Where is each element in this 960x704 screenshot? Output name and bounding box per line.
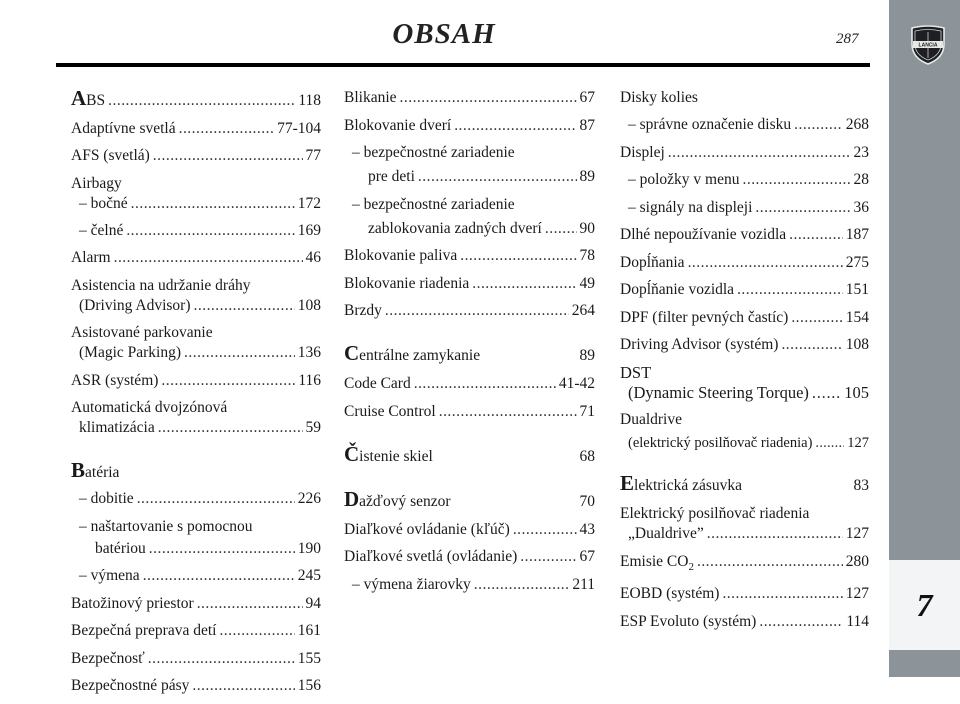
entry-page: 90 [579, 219, 595, 237]
entry-label: klimatizácia [79, 419, 155, 436]
entry-page: 78 [579, 247, 595, 264]
index-entry [344, 402, 595, 422]
entry-page: 108 [297, 296, 321, 314]
entry-label: Dopĺňania [620, 253, 685, 271]
index-entry: Disky kolies [620, 89, 698, 106]
entry-page: 68 [579, 447, 595, 465]
letter-initial: C [344, 341, 360, 365]
index-column-3 [620, 88, 869, 639]
entry-page: 151 [845, 281, 869, 298]
entry-page: 187 [845, 226, 869, 243]
entry-label: ASR (systém) [71, 371, 159, 389]
entry-page: 41-42 [558, 375, 595, 392]
entry-label: Dopĺňanie vozidla [620, 281, 735, 298]
entry-page: 114 [846, 612, 869, 630]
entry-label: – dobitie [79, 490, 134, 507]
entry-page: 71 [579, 402, 595, 420]
entry-page: 67 [579, 548, 595, 565]
entry-page: 245 [297, 567, 321, 584]
letter-heading [344, 486, 595, 512]
entry-label: Blikanie [344, 89, 397, 106]
index-entry [344, 167, 595, 187]
entry-label: – výmena [79, 567, 140, 584]
letter-initial: E [620, 471, 635, 495]
lancia-logo-icon [906, 22, 950, 66]
letter-heading [71, 460, 321, 483]
entry-label: Bezpečnosť [71, 649, 145, 667]
entry-page: 67 [579, 89, 595, 106]
index-entry [344, 88, 595, 108]
entry-subscript: 2 [688, 560, 694, 573]
entry-label: BS [86, 92, 106, 109]
entry-label: atéria [85, 464, 120, 481]
entry-label: „Dualdrive” [628, 525, 704, 542]
entry-page: 155 [297, 649, 321, 667]
index-entry [620, 225, 869, 245]
entry-page: 94 [305, 594, 321, 612]
entry-label: – signály na displeji [628, 198, 753, 216]
entry-page: 70 [579, 492, 595, 510]
index-entry [620, 143, 869, 163]
entry-label: ažďový senzor [359, 492, 451, 510]
entry-label: entrálne zamykanie [359, 347, 481, 364]
entry-label: Bezpečnostné pásy [71, 677, 190, 694]
page-title: OBSAH [392, 18, 496, 50]
index-entry [71, 539, 321, 559]
index-entry [71, 248, 321, 268]
index-entry [620, 433, 869, 453]
chapter-sidebar [889, 0, 960, 677]
index-entry [620, 115, 869, 135]
entry-label: – čelné [79, 221, 124, 239]
entry-label: – položky v menu [628, 171, 740, 188]
entry-page: 46 [305, 249, 321, 266]
index-entry: Dualdrive [620, 411, 682, 428]
letter-initial: B [71, 458, 86, 482]
entry-page: 264 [571, 302, 595, 319]
entry-page: 172 [297, 194, 321, 212]
index-entry [344, 301, 595, 321]
entry-page: 89 [579, 347, 595, 364]
entry-label: AFS (svetlá) [71, 147, 150, 164]
entry-page: 116 [298, 371, 321, 389]
index-entry [620, 198, 869, 218]
entry-label: pre deti [368, 168, 415, 185]
entry-label: zablokovania zadných dverí [368, 219, 542, 237]
index-entry [620, 253, 869, 273]
chapter-tab [889, 560, 960, 650]
entry-page: 36 [853, 198, 869, 216]
entry-page: 190 [297, 539, 321, 557]
index-entry [344, 116, 595, 136]
entry-page: 87 [579, 116, 595, 134]
index-entry: Automatická dvojzónová [71, 399, 228, 416]
entry-page: 127 [845, 585, 869, 603]
entry-label: Cruise Control [344, 402, 436, 420]
letter-initial: D [344, 486, 360, 511]
entry-label: (Driving Advisor) [79, 296, 191, 314]
logo-text: LANCIA [918, 42, 938, 49]
index-entry [71, 371, 321, 391]
index-entry: – bezpečnostné zariadenie [352, 144, 515, 161]
entry-page: 118 [298, 92, 321, 109]
index-entry [71, 296, 321, 316]
entry-label: (elektrický posilňovač riadenia) [628, 435, 813, 451]
entry-page: 127 [847, 435, 869, 451]
entry-page: 59 [305, 419, 321, 436]
entry-label: Emisie CO [620, 552, 689, 570]
entry-page: 105 [844, 382, 869, 402]
entry-page: 275 [845, 253, 869, 271]
entry-page: 23 [853, 143, 869, 161]
index-entry [71, 119, 321, 139]
chapter-number: 7 [916, 586, 933, 623]
letter-heading [344, 343, 595, 366]
index-entry [620, 584, 869, 604]
index-entry [71, 676, 321, 696]
index-entry: Asistencia na udržanie dráhy [71, 276, 251, 294]
entry-page: 83 [853, 477, 869, 494]
letter-initial: A [71, 86, 87, 110]
entry-label: Alarm [71, 249, 111, 266]
index-entry [344, 246, 595, 266]
entry-label: Bezpečná preprava detí [71, 622, 217, 639]
entry-page: 136 [297, 344, 321, 361]
entry-page: 43 [579, 520, 595, 538]
letter-heading [344, 441, 595, 467]
entry-page: 77 [305, 147, 321, 164]
entry-label: Blokovanie riadenia [344, 274, 470, 292]
index-entry [71, 146, 321, 166]
entry-page: 89 [579, 168, 595, 185]
index-entry [344, 575, 595, 595]
entry-page: 77-104 [277, 119, 321, 137]
entry-label: Displej [620, 143, 665, 161]
entry-label: Code Card [344, 375, 411, 392]
entry-label: Blokovanie dverí [344, 116, 452, 134]
index-entry [71, 343, 321, 363]
index-entry [71, 194, 321, 214]
index-entry [620, 308, 869, 328]
entry-label: lektrická zásuvka [634, 477, 743, 494]
index-entry [620, 335, 869, 355]
entry-page: 127 [845, 525, 869, 542]
index-column-1 [71, 88, 321, 704]
index-entry: DST [620, 362, 652, 382]
entry-label: Blokovanie paliva [344, 247, 458, 264]
index-entry: – bezpečnostné zariadenie [352, 195, 515, 213]
index-entry [344, 547, 595, 567]
entry-page: 211 [572, 575, 595, 593]
index-entry [71, 649, 321, 669]
index-column-2 [344, 88, 595, 602]
entry-label: DPF (filter pevných častíc) [620, 308, 789, 326]
index-entry [620, 524, 869, 544]
index-entry [620, 552, 869, 577]
entry-label: (Dynamic Steering Torque) [628, 382, 809, 402]
entry-page: 154 [845, 308, 869, 326]
entry-label: Diaľkové ovládanie (kľúč) [344, 520, 510, 538]
index-entry: Asistované parkovanie [71, 324, 213, 341]
index-entry [71, 566, 321, 586]
entry-label: (Magic Parking) [79, 344, 182, 361]
index-entry [620, 170, 869, 190]
entry-page: 280 [845, 552, 869, 570]
index-entry [344, 219, 595, 239]
entry-label: Brzdy [344, 302, 382, 319]
page-number: 287 [836, 31, 859, 47]
index-entry [344, 374, 595, 394]
entry-label: Driving Advisor (systém) [620, 336, 779, 353]
entry-page: 161 [297, 622, 321, 639]
index-entry [344, 274, 595, 294]
index-entry: Elektrický posilňovač riadenia [620, 505, 810, 522]
index-entry [620, 280, 869, 300]
index-entry [71, 621, 321, 641]
index-entry [71, 221, 321, 241]
entry-label: Diaľkové svetlá (ovládanie) [344, 548, 518, 565]
entry-page: 28 [853, 171, 869, 188]
index-entry [620, 612, 869, 632]
entry-page: 226 [297, 490, 321, 507]
entry-page: 169 [297, 221, 321, 239]
letter-heading [620, 473, 869, 496]
header-rule [56, 63, 870, 67]
entry-label: – bočné [79, 194, 128, 212]
index-entry [71, 489, 321, 509]
entry-label: ESP Evoluto (systém) [620, 612, 757, 630]
index-entry [71, 88, 321, 111]
index-entry [620, 383, 869, 403]
entry-label: Batožinový priestor [71, 594, 194, 612]
entry-label: Dlhé nepoužívanie vozidla [620, 226, 787, 243]
entry-label: istenie skiel [359, 447, 433, 465]
entry-label: batériou [95, 539, 146, 557]
index-entry: Airbagy [71, 174, 122, 192]
index-entry: – naštartovanie s pomocnou [79, 517, 253, 535]
index-entry [71, 594, 321, 614]
entry-page: 156 [297, 677, 321, 694]
entry-label: – správne označenie disku [628, 116, 792, 133]
index-entry [71, 418, 321, 438]
entry-label: EOBD (systém) [620, 585, 720, 603]
letter-initial: Č [344, 441, 360, 466]
entry-label: Adaptívne svetlá [71, 119, 176, 137]
index-entry [344, 520, 595, 540]
entry-page: 49 [579, 274, 595, 292]
entry-page: 268 [845, 116, 869, 133]
entry-page: 108 [845, 336, 869, 353]
entry-label: – výmena žiarovky [352, 575, 471, 593]
